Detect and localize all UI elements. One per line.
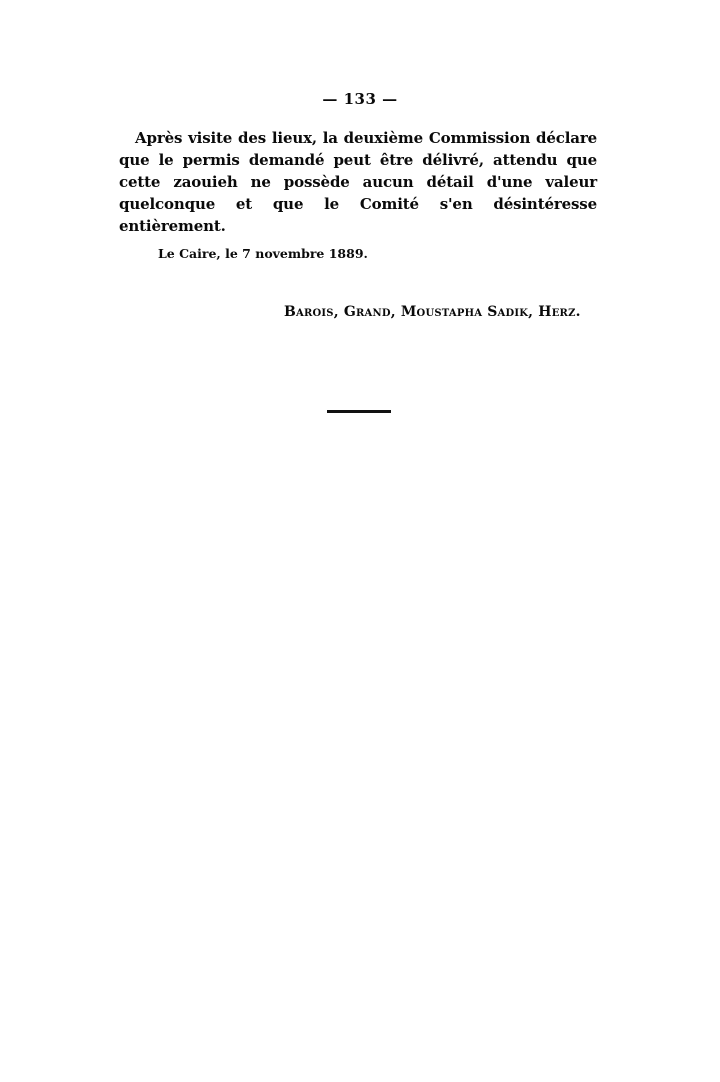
body-paragraph: Après visite des lieux, la deuxième Commission déclare que le permis demandé peut être délivré, attendu que cette zaouieh ne possède aucun détail d'une valeur quelconque et que le Comité s'en désintéresse entièrement. <box>119 129 597 235</box>
dateline: Le Caire, le 7 novembre 1889. <box>158 246 368 261</box>
signatures: Barois, Grand, Moustapha Sadik, Herz. <box>284 304 581 320</box>
page-number: — 133 — <box>322 90 398 108</box>
section-divider-rule <box>327 410 391 413</box>
